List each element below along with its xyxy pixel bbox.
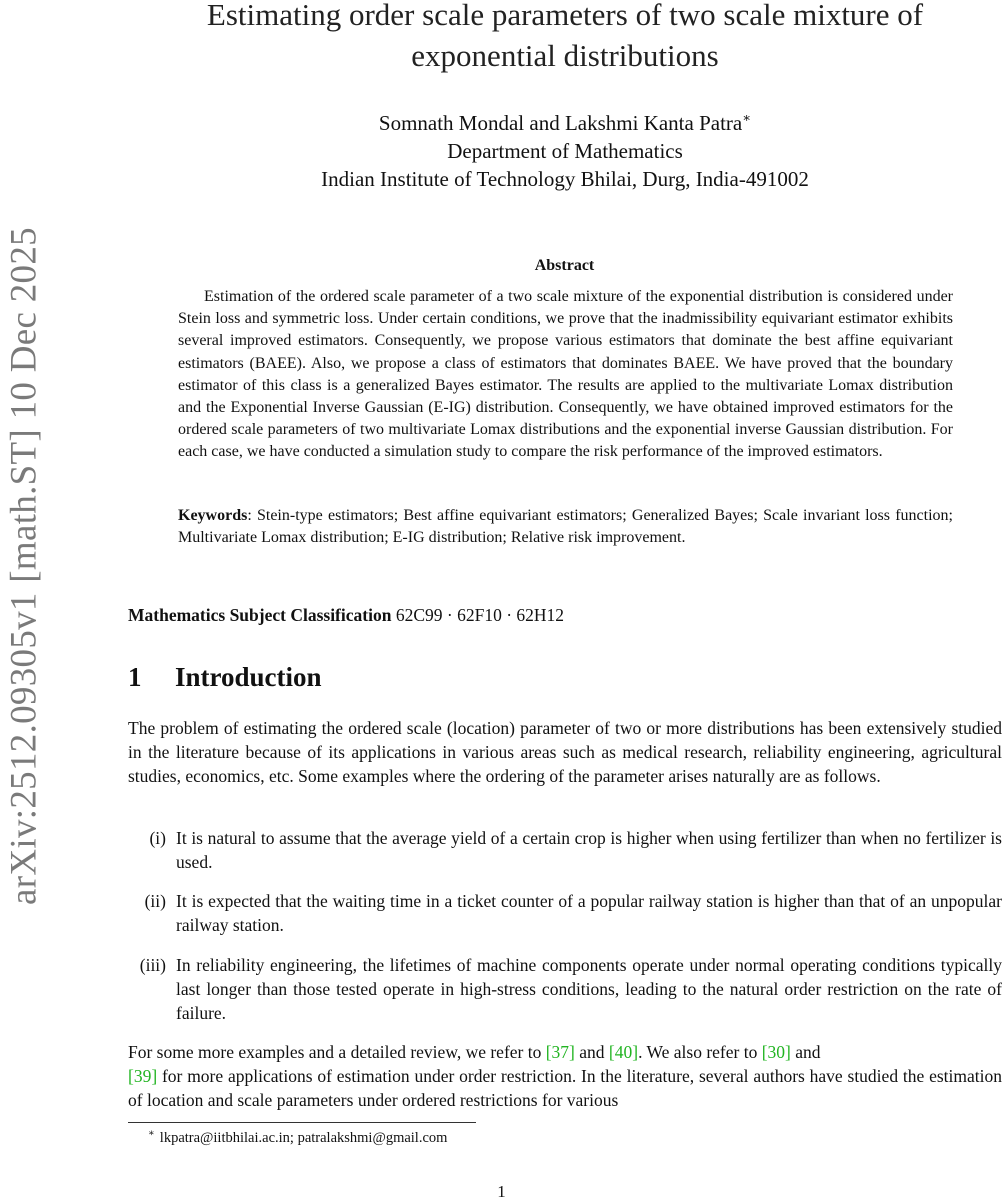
abstract-text: Estimation of the ordered scale parameter of a two scale mixture of the exponential distribution is considered under Stein loss and symmetric loss. Under certain conditions, we prove that the inadmissibility equivariant estimator exhibits several improved estimators. Consequently, we propose various estimators that dominate the best affine equivariant estimators (BAEE). Also, we propose a class of estimators that dominates BAEE. We have proved that the boundary estimator of this class is a generalized Bayes estimator. The results are applied to the multivariate Lomax distribution and the Exponential Inverse Gaussian (E-IG) distribution. Consequently, we have obtained improved estimators for the ordered scale parameters of two multivariate Lomax distributions and the exponential inverse Gaussian distribution. For each case, we have conducted a simulation study to compare the risk performance of the improved estimators. [178,288,953,461]
list-item-label: (ii) [144,891,166,911]
title-line-2: exponential distributions [411,38,719,73]
paragraph-text: and [790,1042,821,1062]
intro-paragraph-1: The problem of estimating the ordered scale (location) parameter of two or more distributions has been extensively studied in the literature because of its applications in various areas such as medical research, reliability engineering, agricultural studies, economics, etc. Some examples where the ordering of the parameter arises naturally are as follows. [128,718,1002,786]
list-item-text: In reliability engineering, the lifetimes of machine components operate under normal operating conditions typically last longer than those tested operate in high-stress conditions, leading to the natural order restriction on the rate of failure. [176,955,1002,1023]
paragraph-text: For some more examples and a detailed review, we refer to [128,1042,546,1062]
list-item-label: (iii) [139,955,166,975]
intro-paragraph-2 [128,1040,1002,1112]
institute: Indian Institute of Technology Bhilai, Durg, India-491002 [321,167,809,191]
msc-code: 62H12 [516,605,565,625]
section-heading [128,662,322,693]
msc-separator: · [446,605,453,625]
msc-label: Mathematics Subject Classification [128,605,392,625]
paragraph-text: . We also refer to [638,1042,762,1062]
msc-code: 62F10 [457,605,502,625]
arxiv-sidebar [4,196,44,936]
footnote-mark: ∗ [148,1128,155,1139]
msc-code: 62C99 [395,605,443,625]
paragraph-text: for more applications of estimation under order restriction. In the literature, several authors have studied the estimation of location and scale parameters under ordered restrictions for various [128,1066,1002,1110]
author-block [150,104,980,193]
section-number: 1 [128,662,142,692]
list-item-label: (i) [149,828,166,848]
arxiv-identifier: arXiv:2512.09305v1 [math.ST] 10 Dec 2025 [3,227,45,905]
paper-title [150,0,980,76]
abstract-heading: Abstract [534,257,595,274]
paragraph-text: and [574,1042,609,1062]
keywords-text: : Stein-type estimators; Best affine equivariant estimators; Generalized Bayes; Scale invariant loss function; Multivariate Lomax distribution; E-IG distribution; Relative risk improvement. [178,507,953,547]
abstract-body [178,286,953,464]
author-names [150,104,980,137]
citation-link[interactable]: [30] [761,1042,791,1062]
footnote [148,1128,447,1147]
title-line-1: Estimating order scale parameters of two scale mixture of [206,0,924,32]
department: Department of Mathematics [447,139,683,163]
keywords-label: Keywords [178,507,248,524]
footnote-divider [128,1122,476,1123]
msc-classification [128,605,564,626]
list-item-text: It is natural to assume that the average yield of a certain crop is higher when using fertilizer than when no fertilizer is used. [176,828,1002,872]
authors-text: Somnath Mondal and Lakshmi Kanta Patra [378,111,743,135]
author-footnote-mark: ∗ [742,110,752,125]
section-title: Introduction [175,662,322,692]
page-number: 1 [497,1182,506,1201]
list-item-text: It is expected that the waiting time in a ticket counter of a popular railway station is higher than that of an unpopular railway station. [176,891,1002,935]
citation-link[interactable]: [39] [128,1066,158,1086]
citation-link[interactable]: [40] [608,1042,639,1062]
msc-separator: · [506,605,513,625]
citation-link[interactable]: [37] [545,1042,575,1062]
keywords [178,505,953,549]
footnote-text: lkpatra@iitbhilai.ac.in; patralakshmi@gmail.com [159,1129,448,1146]
